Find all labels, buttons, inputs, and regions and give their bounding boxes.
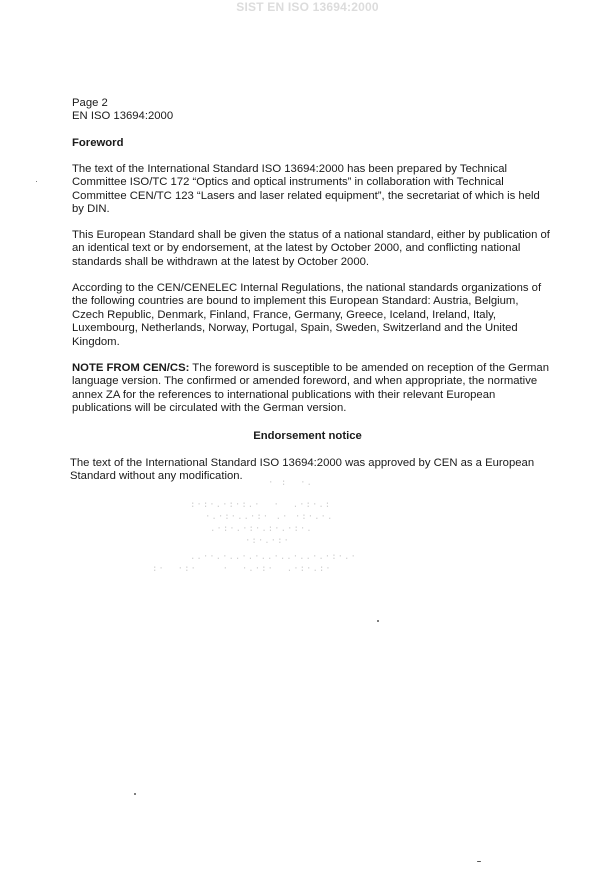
scan-noise: :· ·:· · ·.·:· .·:·.:· — [152, 564, 332, 574]
scan-speck — [477, 861, 481, 862]
scan-speck — [134, 793, 136, 795]
standard-number: EN ISO 13694:2000 — [72, 110, 174, 123]
endorsement-heading: Endorsement notice — [253, 430, 362, 442]
note-label: NOTE FROM CEN/CS: — [72, 362, 190, 374]
scan-noise: ·:·.·:· — [245, 536, 290, 546]
scan-noise: .·:·.·:·.:·.·:·. — [210, 524, 313, 534]
note-text: The foreword is susceptible to be amended on reception of the German language version. The confirmed or amended foreword, and when appropriate, the normative annex ZA for the references to international publications with their relevant European publications will be circulated with the German version. — [72, 362, 549, 415]
foreword-paragraph-1: The text of the International Standard ISO 13694:2000 has been prepared by Technical Committee ISO/TC 172 “Optics and optical instruments” in collaboration with Technical Committee CEN/TC 123 “Lasers and laser related equipment”, the secretariat of which is held by DIN. — [72, 163, 540, 216]
page-number: Page 2 — [72, 97, 108, 109]
foreword-heading: Foreword — [72, 137, 124, 149]
note-paragraph — [72, 362, 572, 416]
scan-noise: · : ·. — [268, 478, 313, 488]
foreword-paragraph-3: According to the CEN/CENELEC Internal Regulations, the national standards organizations of the following countries are bound to implement this European Standard: Austria, Belgium, Czech Republic, Denmark, Finland, France, Germany, Greece, Iceland, Ireland, Italy, Luxembourg, Netherlands, Norway, Portugal, Spain, Sweden, Switzerland and the United Kingdom. — [72, 282, 542, 348]
page-header — [72, 97, 173, 124]
endorsement-text: The text of the International Standard ISO 13694:2000 was approved by CEN as a European Standard without any modification. — [70, 457, 535, 483]
watermark: SIST EN ISO 13694:2000 — [236, 0, 379, 14]
scan-noise: :·:·.·:·:.· · .·:·.: — [190, 500, 332, 510]
scan-speck — [377, 620, 379, 622]
scan-speck — [36, 181, 37, 182]
foreword-paragraph-2: This European Standard shall be given the status of a national standard, either by publication of an identical text or by endorsement, at the latest by October 2000, and conflicting national standards shall be withdrawn at the latest by October 2000. — [72, 229, 550, 268]
scan-noise: ·.·:·..·:· .· ·:·.·. — [205, 512, 334, 522]
scan-noise: ..··.·..·.·..·..·..·.·:·.· — [190, 552, 357, 562]
